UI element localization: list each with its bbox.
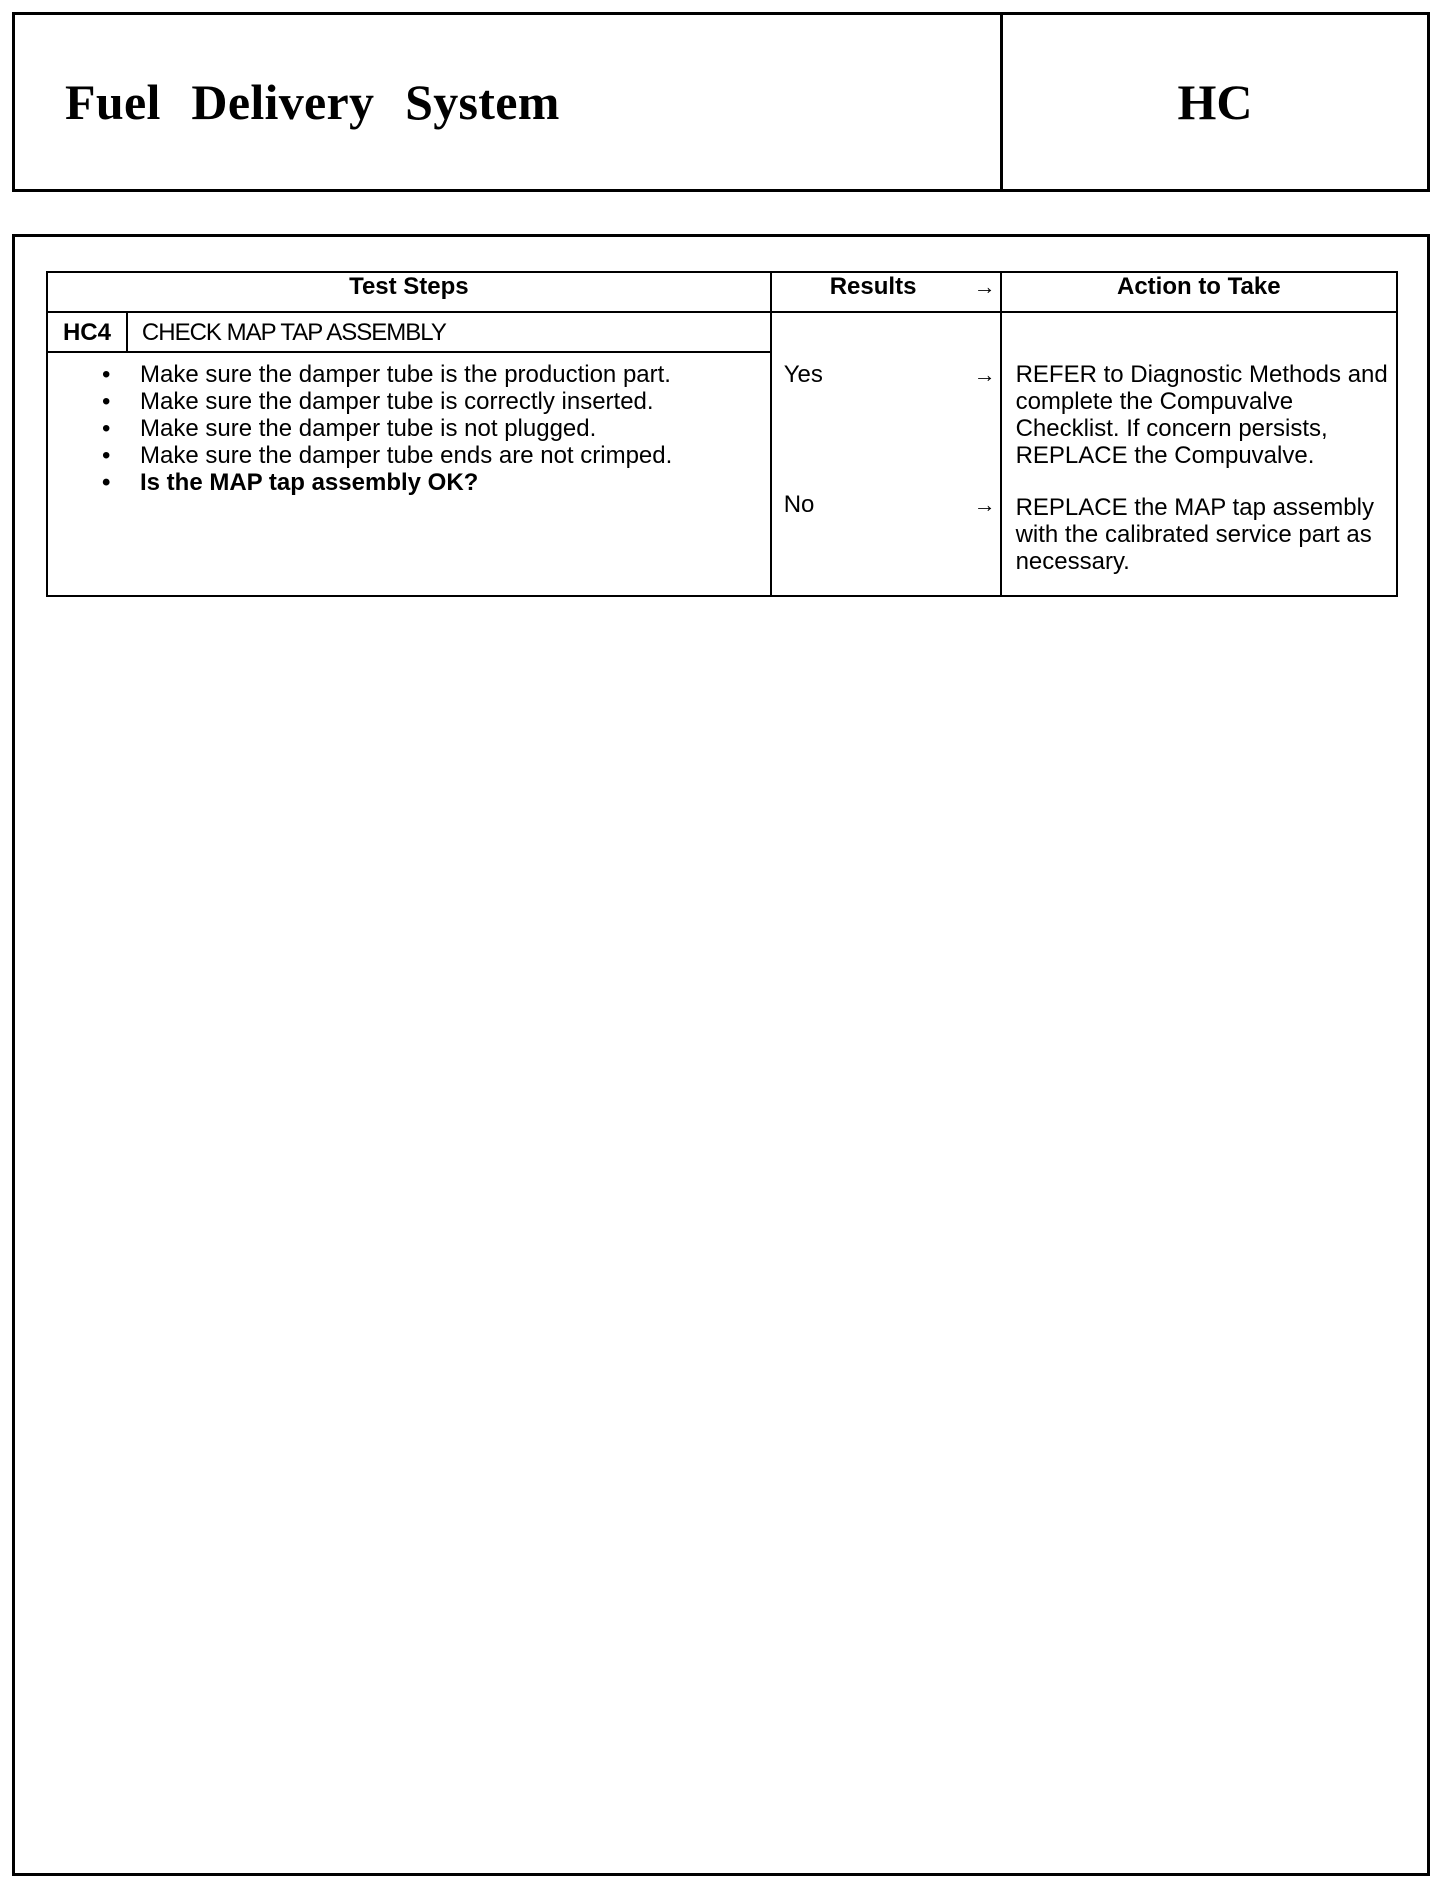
instruction-text: Make sure the damper tube ends are not crimped. xyxy=(140,442,673,469)
instruction-text: Make sure the damper tube is not plugged. xyxy=(140,415,597,442)
results-header-cell xyxy=(771,272,1001,312)
list-item xyxy=(102,361,750,388)
section-code: HC xyxy=(1177,74,1253,130)
bullet-icon: • xyxy=(102,469,111,496)
question-text: Is the MAP tap assembly OK? xyxy=(140,469,479,496)
result-yes-label: Yes xyxy=(783,361,823,388)
bullet-icon: • xyxy=(102,361,111,388)
list-item xyxy=(102,388,750,415)
results-header: Results xyxy=(829,273,917,300)
instruction-text: Make sure the damper tube is correctly inserted. xyxy=(140,388,654,415)
instruction-text: Make sure the damper tube is the production part. xyxy=(140,361,671,388)
action-cell xyxy=(1001,312,1397,596)
bullet-icon: • xyxy=(102,388,111,415)
table-header-row xyxy=(47,272,1397,312)
result-no xyxy=(784,491,996,518)
results-header-arrow-icon: → xyxy=(973,274,996,299)
test-steps-table xyxy=(46,271,1398,597)
action-header: Action to Take xyxy=(1001,272,1397,312)
action-yes: REFER to Diagnostic Methods and complete the Compuvalve Checklist. If concern persists, REPLACE the Compuvalve. xyxy=(1015,361,1388,469)
page-header xyxy=(12,12,1430,192)
header-title-cell xyxy=(15,15,1003,189)
step-title-cell xyxy=(127,312,771,352)
list-item xyxy=(102,415,750,442)
result-yes-arrow-icon: → xyxy=(973,362,996,387)
step-title-row xyxy=(47,312,1397,352)
list-item xyxy=(102,469,750,496)
step-title: CHECK MAP TAP ASSEMBLY xyxy=(141,318,446,346)
action-no: REPLACE the MAP tap assembly with the calibrated service part as necessary. xyxy=(1015,494,1374,575)
result-no-arrow-icon: → xyxy=(973,492,996,517)
header-code-cell xyxy=(1003,15,1427,189)
step-id: HC4 xyxy=(47,312,127,352)
result-no-label: No xyxy=(783,491,815,518)
bullet-icon: • xyxy=(102,415,111,442)
list-item xyxy=(102,442,750,469)
bullet-icon: • xyxy=(102,442,111,469)
instruction-list xyxy=(48,361,750,496)
test-steps-header: Test Steps xyxy=(47,272,771,312)
instructions-cell xyxy=(47,352,771,596)
content-panel xyxy=(12,234,1430,1876)
result-yes xyxy=(784,361,996,388)
page-title: Fuel Delivery System xyxy=(65,74,560,130)
results-cell xyxy=(771,312,1001,596)
